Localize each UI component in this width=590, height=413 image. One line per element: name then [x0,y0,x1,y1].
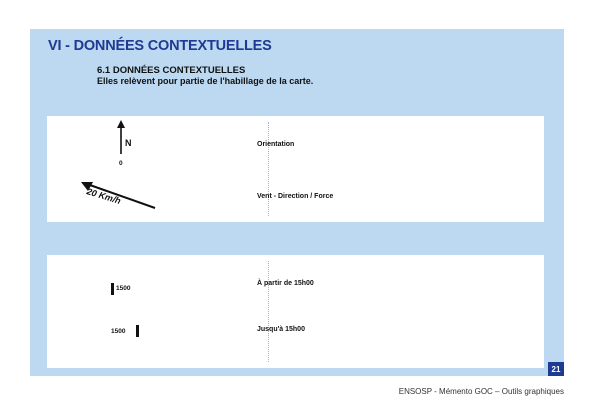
time-from-value: 1500 [116,285,131,292]
dotted-divider [268,261,269,362]
wind-speed-label: 20 Km/h [85,186,122,207]
subsection-title: 6.1 DONNÉES CONTEXTUELLES [97,65,246,76]
north-value: 0 [119,160,123,167]
time-start-bar-icon [111,283,114,295]
north-arrow-icon [113,120,129,154]
page-number-badge: 21 [548,362,564,376]
orientation-label: Orientation [257,141,295,148]
subsection-description: Elles relèvent pour partie de l'habillage de la carte. [97,76,314,86]
context-box-time [47,255,544,368]
context-box-orientation-wind [47,116,544,222]
from-time-label: À partir de 15h00 [257,280,314,287]
footer-text: ENSOSP - Mémento GOC – Outils graphiques [398,387,564,396]
north-letter: N [125,138,132,148]
dotted-divider [268,122,269,216]
time-end-bar-icon [136,325,139,337]
until-time-label: Jusqu'à 15h00 [257,326,305,333]
wind-direction-force-label: Vent - Direction / Force [257,193,334,200]
section-title: VI - DONNÉES CONTEXTUELLES [48,38,272,54]
time-until-value: 1500 [111,328,126,335]
